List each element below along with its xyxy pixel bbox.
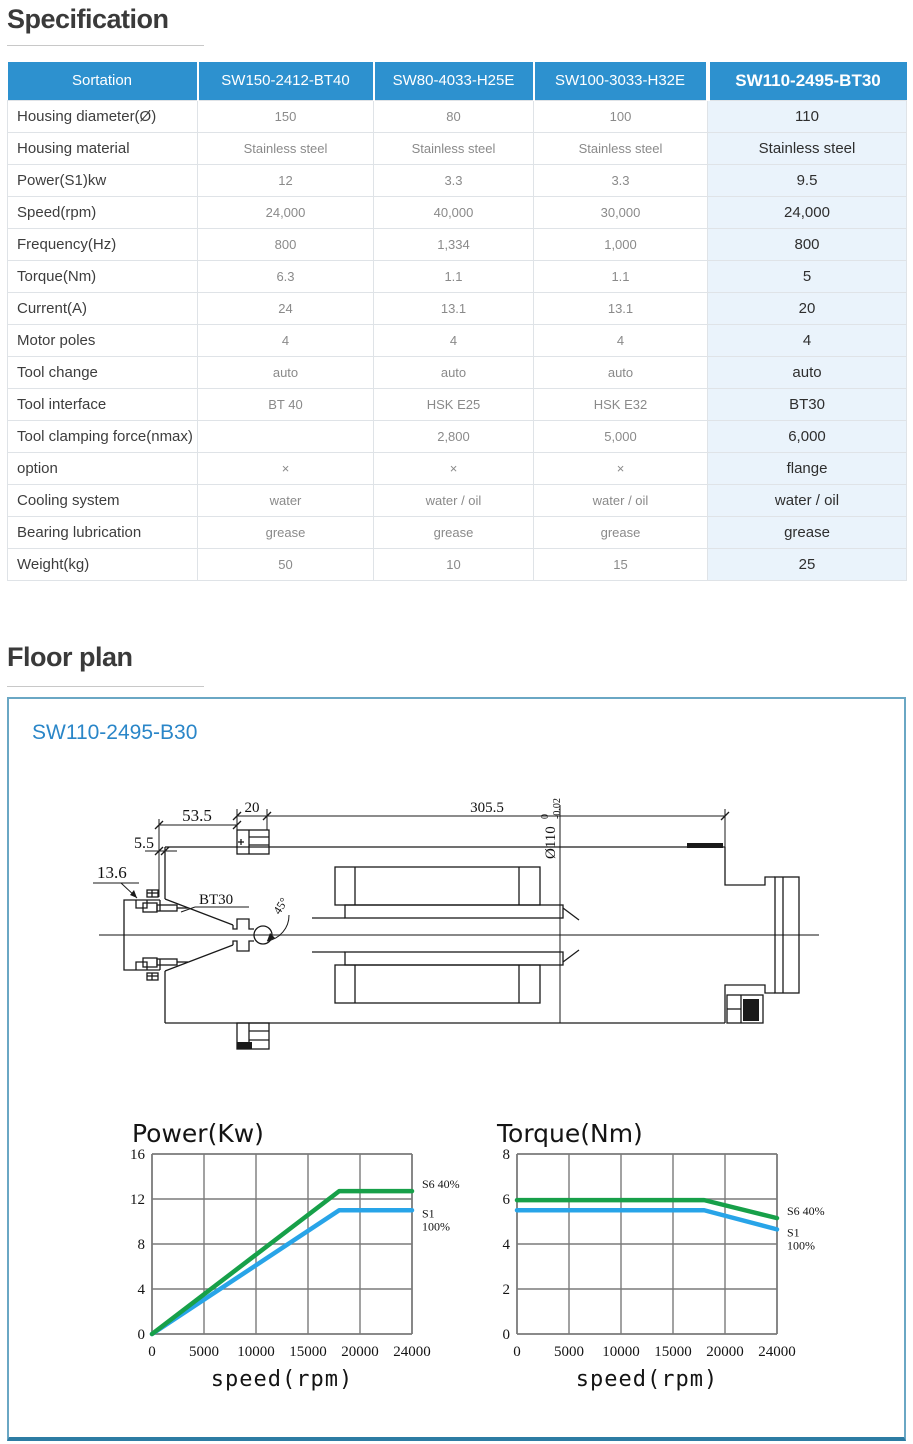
floor-plan-drawing [87,777,827,1077]
svg-text:100%: 100% [787,1238,815,1253]
table-row [8,260,907,292]
svg-text:Torque(Nm): Torque(Nm) [497,1119,643,1148]
model-label: SW110-2495-B30 [32,721,198,744]
cell-value: 5,000 [534,420,708,452]
svg-text:8: 8 [137,1237,145,1253]
dim-label-diameter: Ø110 [543,826,559,859]
row-label: Weight(kg) [8,548,198,580]
row-label: Tool change [8,356,198,388]
cell-value: 4 [198,324,374,356]
cell-value: 50 [198,548,374,580]
table-row [8,228,907,260]
svg-text:0: 0 [137,1327,145,1343]
row-label: Frequency(Hz) [8,228,198,260]
cell-value: water / oil [708,484,907,516]
table-row [8,356,907,388]
cell-value: 150 [198,100,374,132]
cell-value: BT30 [708,388,907,420]
svg-text:Power(Kw): Power(Kw) [132,1119,264,1148]
svg-text:100%: 100% [422,1219,450,1234]
dim-label-bt30: BT30 [199,892,234,908]
row-label: Tool clamping force(nmax) [8,420,198,452]
svg-text:5000: 5000 [554,1344,584,1360]
cell-value: Stainless steel [534,132,708,164]
spec-table-body [8,100,907,580]
cell-value: 4 [708,324,907,356]
cell-value: 40,000 [374,196,534,228]
cell-value: 80 [374,100,534,132]
dim-label-45deg: 45° [270,895,291,917]
cell-value: grease [374,516,534,548]
svg-text:S6 40%: S6 40% [787,1204,825,1219]
row-label: Current(A) [8,292,198,324]
table-row [8,100,907,132]
floor-plan-box [7,697,906,1441]
cell-value: 24 [198,292,374,324]
table-row [8,324,907,356]
svg-text:10000: 10000 [237,1344,275,1360]
svg-text:24000: 24000 [758,1344,796,1360]
svg-text:20000: 20000 [706,1344,744,1360]
dim-label-tol-lower: -0.02 [552,798,563,819]
cell-value: auto [534,356,708,388]
svg-text:20000: 20000 [341,1344,379,1360]
cell-value: 13.1 [374,292,534,324]
table-row [8,484,907,516]
cell-value: × [198,452,374,484]
table-header-row [8,62,907,100]
svg-text:5000: 5000 [189,1344,219,1360]
table-row [8,388,907,420]
cell-value: 1.1 [534,260,708,292]
cell-value: 25 [708,548,907,580]
svg-text:S1: S1 [787,1225,800,1240]
table-row [8,292,907,324]
svg-text:15000: 15000 [289,1344,327,1360]
floor-plan-divider [7,686,204,687]
cell-value: 10 [374,548,534,580]
cell-value: 9.5 [708,164,907,196]
cell-value: auto [374,356,534,388]
cell-value: 800 [708,228,907,260]
floor-plan-heading: Floor plan [7,642,133,672]
cell-value: × [534,452,708,484]
svg-text:4: 4 [502,1237,510,1253]
cell-value: 15 [534,548,708,580]
row-label: Bearing lubrication [8,516,198,548]
table-row [8,132,907,164]
table-row [8,548,907,580]
row-label: Tool interface [8,388,198,420]
svg-text:0: 0 [502,1327,510,1343]
cell-value: 100 [534,100,708,132]
svg-text:8: 8 [502,1147,510,1163]
cell-value: 4 [374,324,534,356]
svg-text:speed(rpm): speed(rpm) [575,1367,719,1392]
cell-value: grease [198,516,374,548]
cell-value: Stainless steel [374,132,534,164]
dim-label-5-5: 5.5 [134,835,154,852]
table-row [8,196,907,228]
column-header-model: SW100-3033-H32E [534,62,708,100]
specification-table [7,62,907,581]
cell-value: 24,000 [708,196,907,228]
row-label: Housing diameter(Ø) [8,100,198,132]
cell-value: × [374,452,534,484]
svg-text:S6 40%: S6 40% [422,1177,460,1192]
dim-label-305-5: 305.5 [470,800,504,816]
dim-label-13-6: 13.6 [97,863,127,882]
column-header-model: SW150-2412-BT40 [198,62,374,100]
torque-chart [479,1112,849,1402]
svg-text:24000: 24000 [393,1344,431,1360]
svg-text:2: 2 [502,1282,510,1298]
cell-value: grease [534,516,708,548]
cell-value: grease [708,516,907,548]
column-header-sortation: Sortation [8,62,198,100]
specification-heading: Specification [7,4,169,34]
row-label: Speed(rpm) [8,196,198,228]
cell-value: water / oil [534,484,708,516]
row-label: Housing material [8,132,198,164]
cell-value: 30,000 [534,196,708,228]
row-label: option [8,452,198,484]
cell-value: 12 [198,164,374,196]
cell-value: water / oil [374,484,534,516]
svg-text:0: 0 [513,1344,521,1360]
svg-text:4: 4 [137,1282,145,1298]
cell-value: 2,800 [374,420,534,452]
cell-value: 20 [708,292,907,324]
cell-value: Stainless steel [708,132,907,164]
cell-value [198,420,374,452]
cell-value: 6,000 [708,420,907,452]
row-label: Power(S1)kw [8,164,198,196]
cell-value: auto [708,356,907,388]
svg-text:speed(rpm): speed(rpm) [210,1367,354,1392]
dim-label-20: 20 [244,800,260,816]
svg-text:15000: 15000 [654,1344,692,1360]
column-header-model: SW80-4033-H25E [374,62,534,100]
cell-value: 6.3 [198,260,374,292]
row-label: Torque(Nm) [8,260,198,292]
cell-value: HSK E25 [374,388,534,420]
svg-text:12: 12 [130,1192,145,1208]
svg-text:0: 0 [148,1344,156,1360]
cell-value: 24,000 [198,196,374,228]
cell-value: 3.3 [534,164,708,196]
cell-value: 800 [198,228,374,260]
cell-value: auto [198,356,374,388]
column-header-model: SW110-2495-BT30 [708,62,907,100]
cell-value: 1,334 [374,228,534,260]
cell-value: 5 [708,260,907,292]
power-chart [114,1112,484,1402]
svg-text:S1: S1 [422,1206,435,1221]
cell-value: water [198,484,374,516]
table-row [8,164,907,196]
table-row [8,420,907,452]
cell-value: Stainless steel [198,132,374,164]
svg-text:10000: 10000 [602,1344,640,1360]
cell-value: HSK E32 [534,388,708,420]
cell-value: 3.3 [374,164,534,196]
cell-value: 1,000 [534,228,708,260]
table-row [8,452,907,484]
svg-text:6: 6 [502,1192,510,1208]
dim-label-53-5: 53.5 [182,806,212,825]
cell-value: 13.1 [534,292,708,324]
cell-value: 4 [534,324,708,356]
cell-value: flange [708,452,907,484]
dim-label-tol-upper: 0 [540,814,551,819]
row-label: Motor poles [8,324,198,356]
cell-value: BT 40 [198,388,374,420]
table-row [8,516,907,548]
cell-value: 110 [708,100,907,132]
row-label: Cooling system [8,484,198,516]
specification-divider [7,45,204,46]
svg-text:16: 16 [130,1147,145,1163]
cell-value: 1.1 [374,260,534,292]
